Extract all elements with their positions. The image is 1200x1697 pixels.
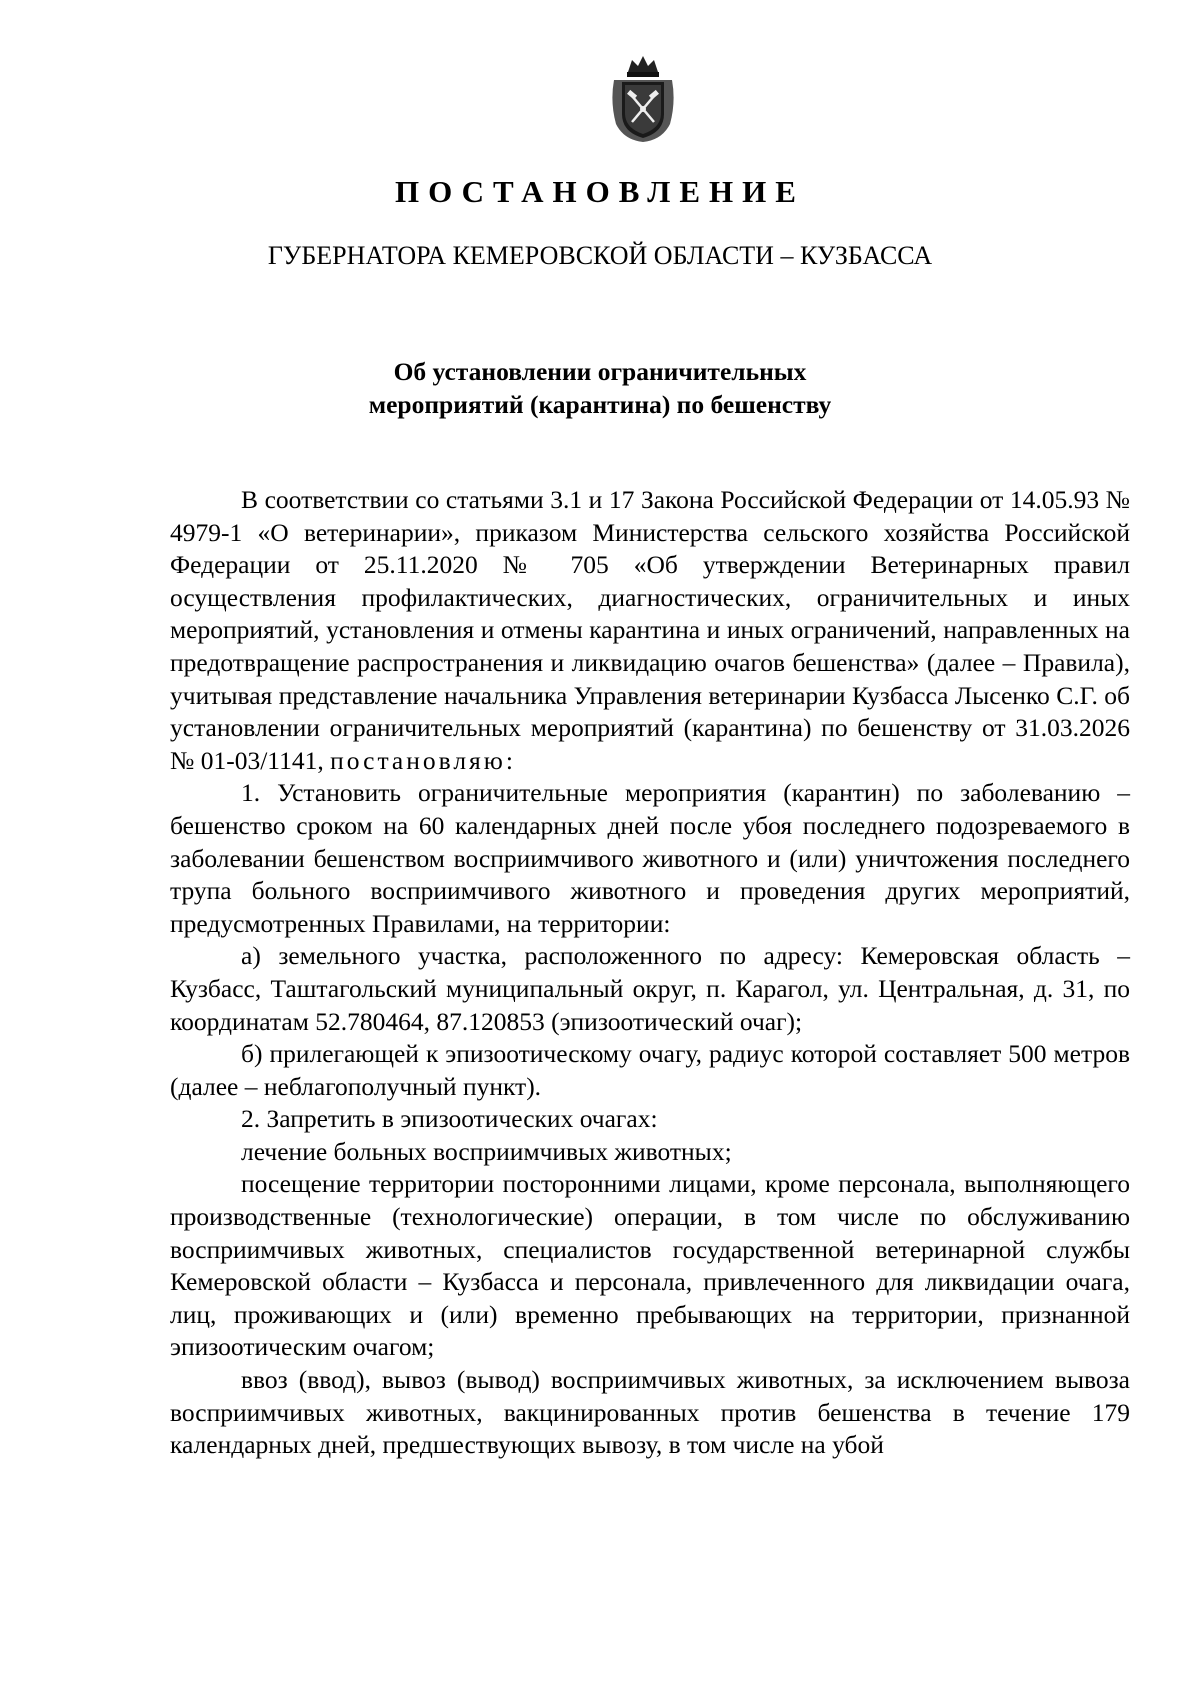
item-1-paragraph: 1. Установить ограничительные мероприятия (карантин) по заболеванию – бешенство сроком на 60 календарных дней после убоя последнего подозреваемого в заболевании бешенством восприимчивого животного и (или) уничтожения последнего трупа больного восприимчивого животного и проведения других мероприятий, предусмотренных Правилами, на территории: — [170, 778, 1130, 938]
document-title — [0, 355, 1200, 421]
item-2-point-2: посещение территории посторонними лицами, кроме персонала, выполняющего производственные (технологические) операции, в том числе по обслуживанию восприимчивых животных, специалистов государственной ветеринарной службы Кемеровской области – Кузбасса и персонала, привлеченного для ликвидации очага, лиц, проживающих и (или) временно пребывающих на территории, признанной эпизоотическим очагом; — [170, 1169, 1130, 1362]
item-2-point-1: лечение больных восприимчивых животных; — [241, 1136, 732, 1166]
preamble-text: В соответствии со статьями 3.1 и 17 Закона Российской Федерации от 14.05.93 № 4979-1 «О ветеринарии», приказом Министерства сельского хозяйства Российской Федерации от 25.11.2020 № 705 «Об утверждении Ветеринарных правил осуществления профилактических, диагностических, ограничительных и иных мероприятий, установления и отмены карантина и иных ограничений, направленных на предотвращение распространения и ликвидацию очагов бешенства» (далее – Правила), учитывая представление начальника Управления ветеринарии Кузбасса Лысенко С.Г. об установлении ограничительных мероприятий (карантина) по бешенству от 31.03.2026 № 01-03/1141, — [170, 485, 1130, 775]
item-1a-paragraph: а) земельного участка, расположенного по адресу: Кемеровская область – Кузбасс, Таштагольский муниципальный округ, п. Карагол, ул. Центральная, д. 31, по координатам 52.780464, 87.120853 (эпизоотический очаг); — [170, 941, 1130, 1036]
title-line-2: мероприятий (карантина) по бешенству — [368, 390, 832, 419]
decree-word: постановляю: — [330, 745, 516, 775]
item-2-paragraph: 2. Запретить в эпизоотических очагах: — [241, 1104, 658, 1134]
item-2-point-3: ввоз (ввод), вывоз (вывод) восприимчивых животных, за исключением вывоза восприимчивых животных, вакцинированных против бешенства в течение 179 календарных дней, предшествующих вывозу, в том числе на убой — [170, 1365, 1130, 1460]
issuer: ГУБЕРНАТОРА КЕМЕРОВСКОЙ ОБЛАСТИ – КУЗБАССА — [267, 241, 933, 270]
document-type: ПОСТАНОВЛЕНИЕ — [395, 174, 805, 209]
coat-of-arms-icon — [608, 52, 678, 144]
document-body — [170, 484, 1130, 1462]
preamble-paragraph — [170, 484, 1130, 777]
item-1b-paragraph: б) прилегающей к эпизоотическому очагу, радиус которой составляет 500 метров (далее – неблагополучный пункт). — [170, 1039, 1130, 1101]
title-line-1: Об установлении ограничительных — [393, 357, 807, 386]
